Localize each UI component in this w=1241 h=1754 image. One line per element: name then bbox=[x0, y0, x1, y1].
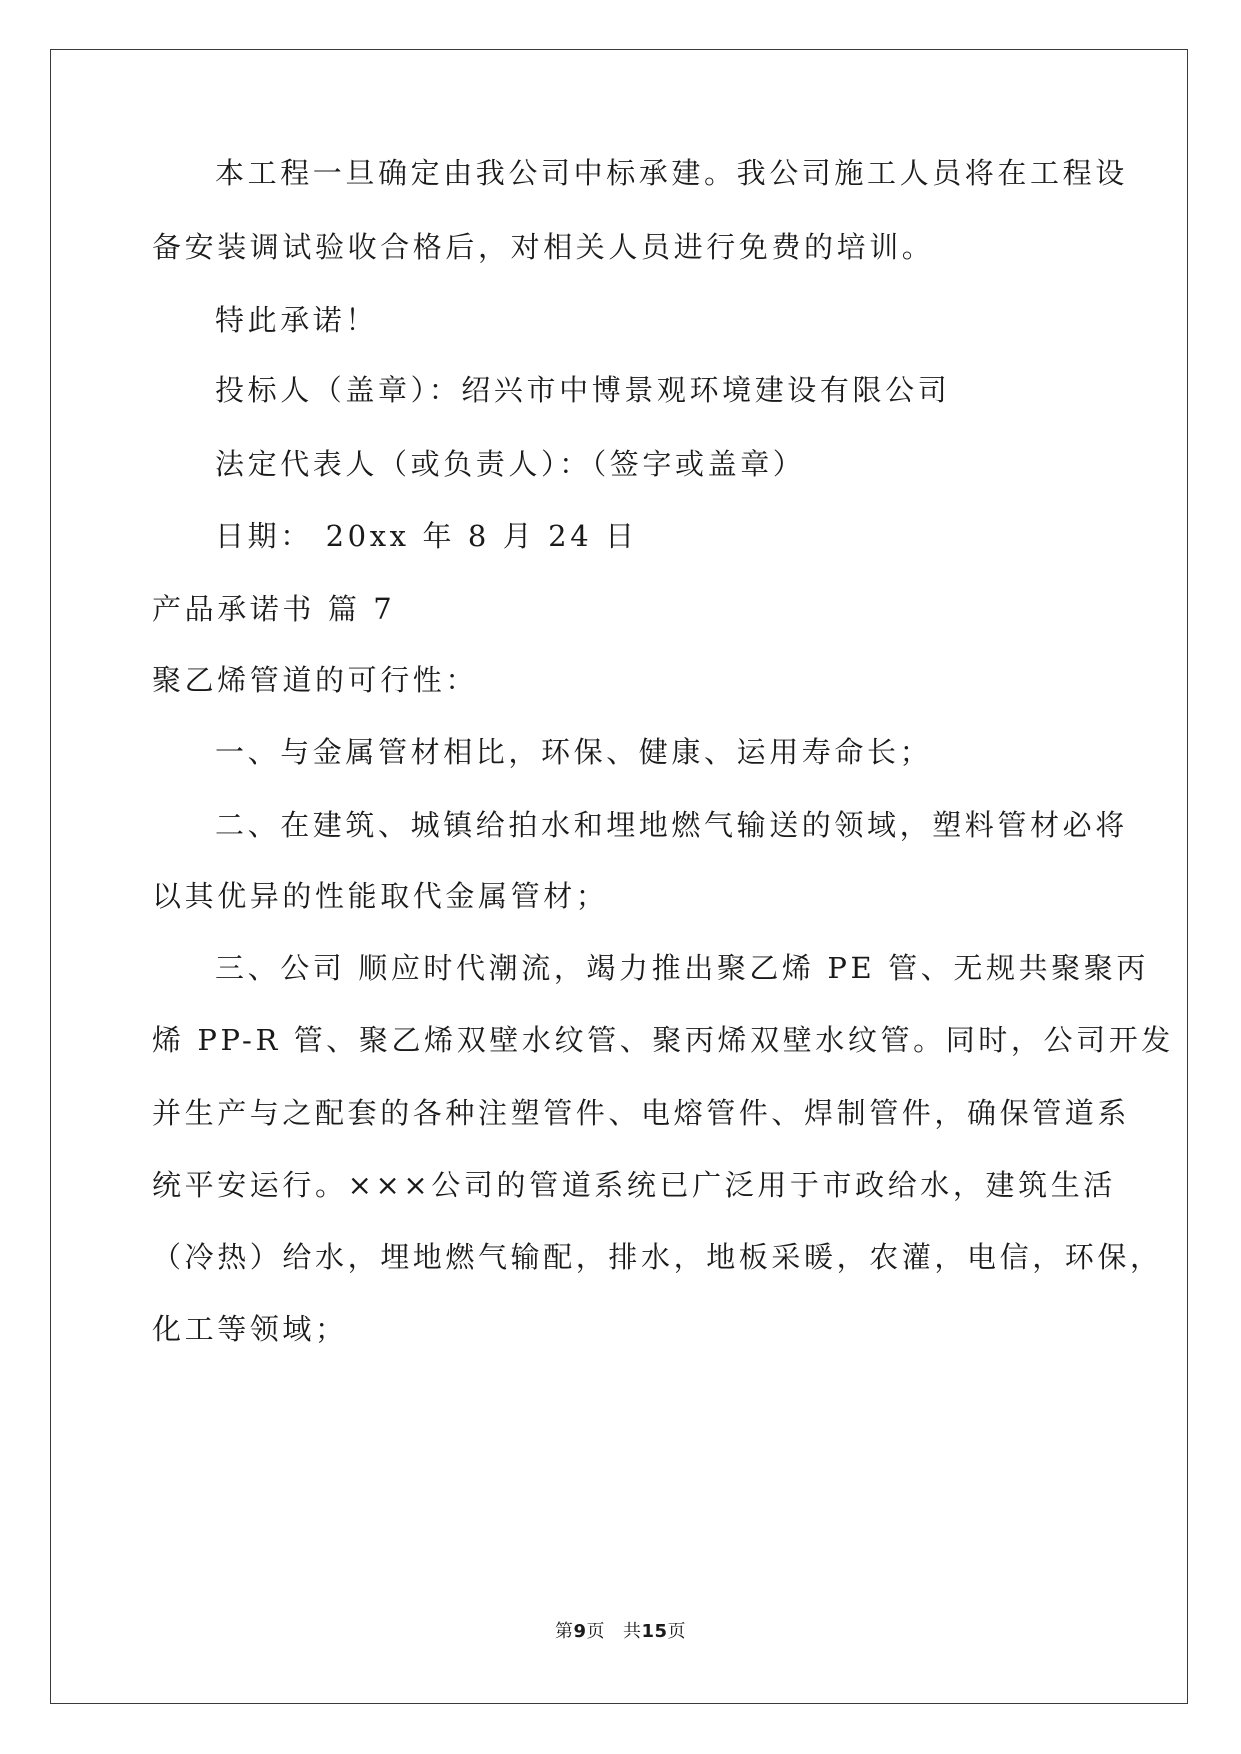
paragraph-line: 以其优异的性能取代金属管材； bbox=[152, 879, 609, 913]
paragraph-line: 投标人（盖章）：绍兴市中博景观环境建设有限公司 bbox=[215, 373, 951, 407]
section-heading: 产品承诺书 篇 7 bbox=[152, 592, 396, 626]
date-line: 日期： 20xx 年 8 月 24 日 bbox=[215, 519, 638, 553]
paragraph-line: 一、与金属管材相比，环保、健康、运用寿命长； bbox=[215, 735, 933, 769]
paragraph-line: 法定代表人（或负责人）：（签字或盖章） bbox=[215, 447, 806, 481]
paragraph-line: 备安装调试验收合格后，对相关人员进行免费的培训。 bbox=[152, 230, 935, 264]
page-footer bbox=[0, 1619, 1241, 1645]
paragraph-line: 本工程一旦确定由我公司中标承建。我公司施工人员将在工程设 bbox=[215, 156, 1128, 190]
paragraph-line: 并生产与之配套的各种注塑管件、电熔管件、焊制管件，确保管道系 bbox=[152, 1096, 1131, 1130]
paragraph-line: 二、在建筑、城镇给拍水和埋地燃气输送的领域，塑料管材必将 bbox=[215, 808, 1128, 842]
total-prefix: 共 bbox=[622, 1621, 642, 1642]
total-suffix: 页 bbox=[667, 1621, 687, 1642]
paragraph-line: 化工等领域； bbox=[152, 1312, 348, 1346]
page-suffix: 页 bbox=[586, 1621, 605, 1642]
paragraph-line: （冷热）给水，埋地燃气输配，排水，地板采暖，农灌，电信，环保， bbox=[152, 1240, 1163, 1274]
paragraph-line: 统平安运行。×××公司的管道系统已广泛用于市政给水，建筑生活 bbox=[152, 1168, 1116, 1202]
total-pages: 15 bbox=[641, 1621, 668, 1642]
paragraph-line: 三、公司 顺应时代潮流，竭力推出聚乙烯 PE 管、无规共聚聚丙 bbox=[215, 951, 1149, 985]
paragraph-line: 聚乙烯管道的可行性： bbox=[152, 663, 479, 697]
page-prefix: 第 bbox=[554, 1621, 574, 1642]
paragraph-line: 烯 PP-R 管、聚乙烯双壁水纹管、聚丙烯双壁水纹管。同时，公司开发 bbox=[152, 1023, 1174, 1057]
page-number: 9 bbox=[573, 1621, 587, 1642]
paragraph-line: 特此承诺！ bbox=[215, 303, 379, 337]
